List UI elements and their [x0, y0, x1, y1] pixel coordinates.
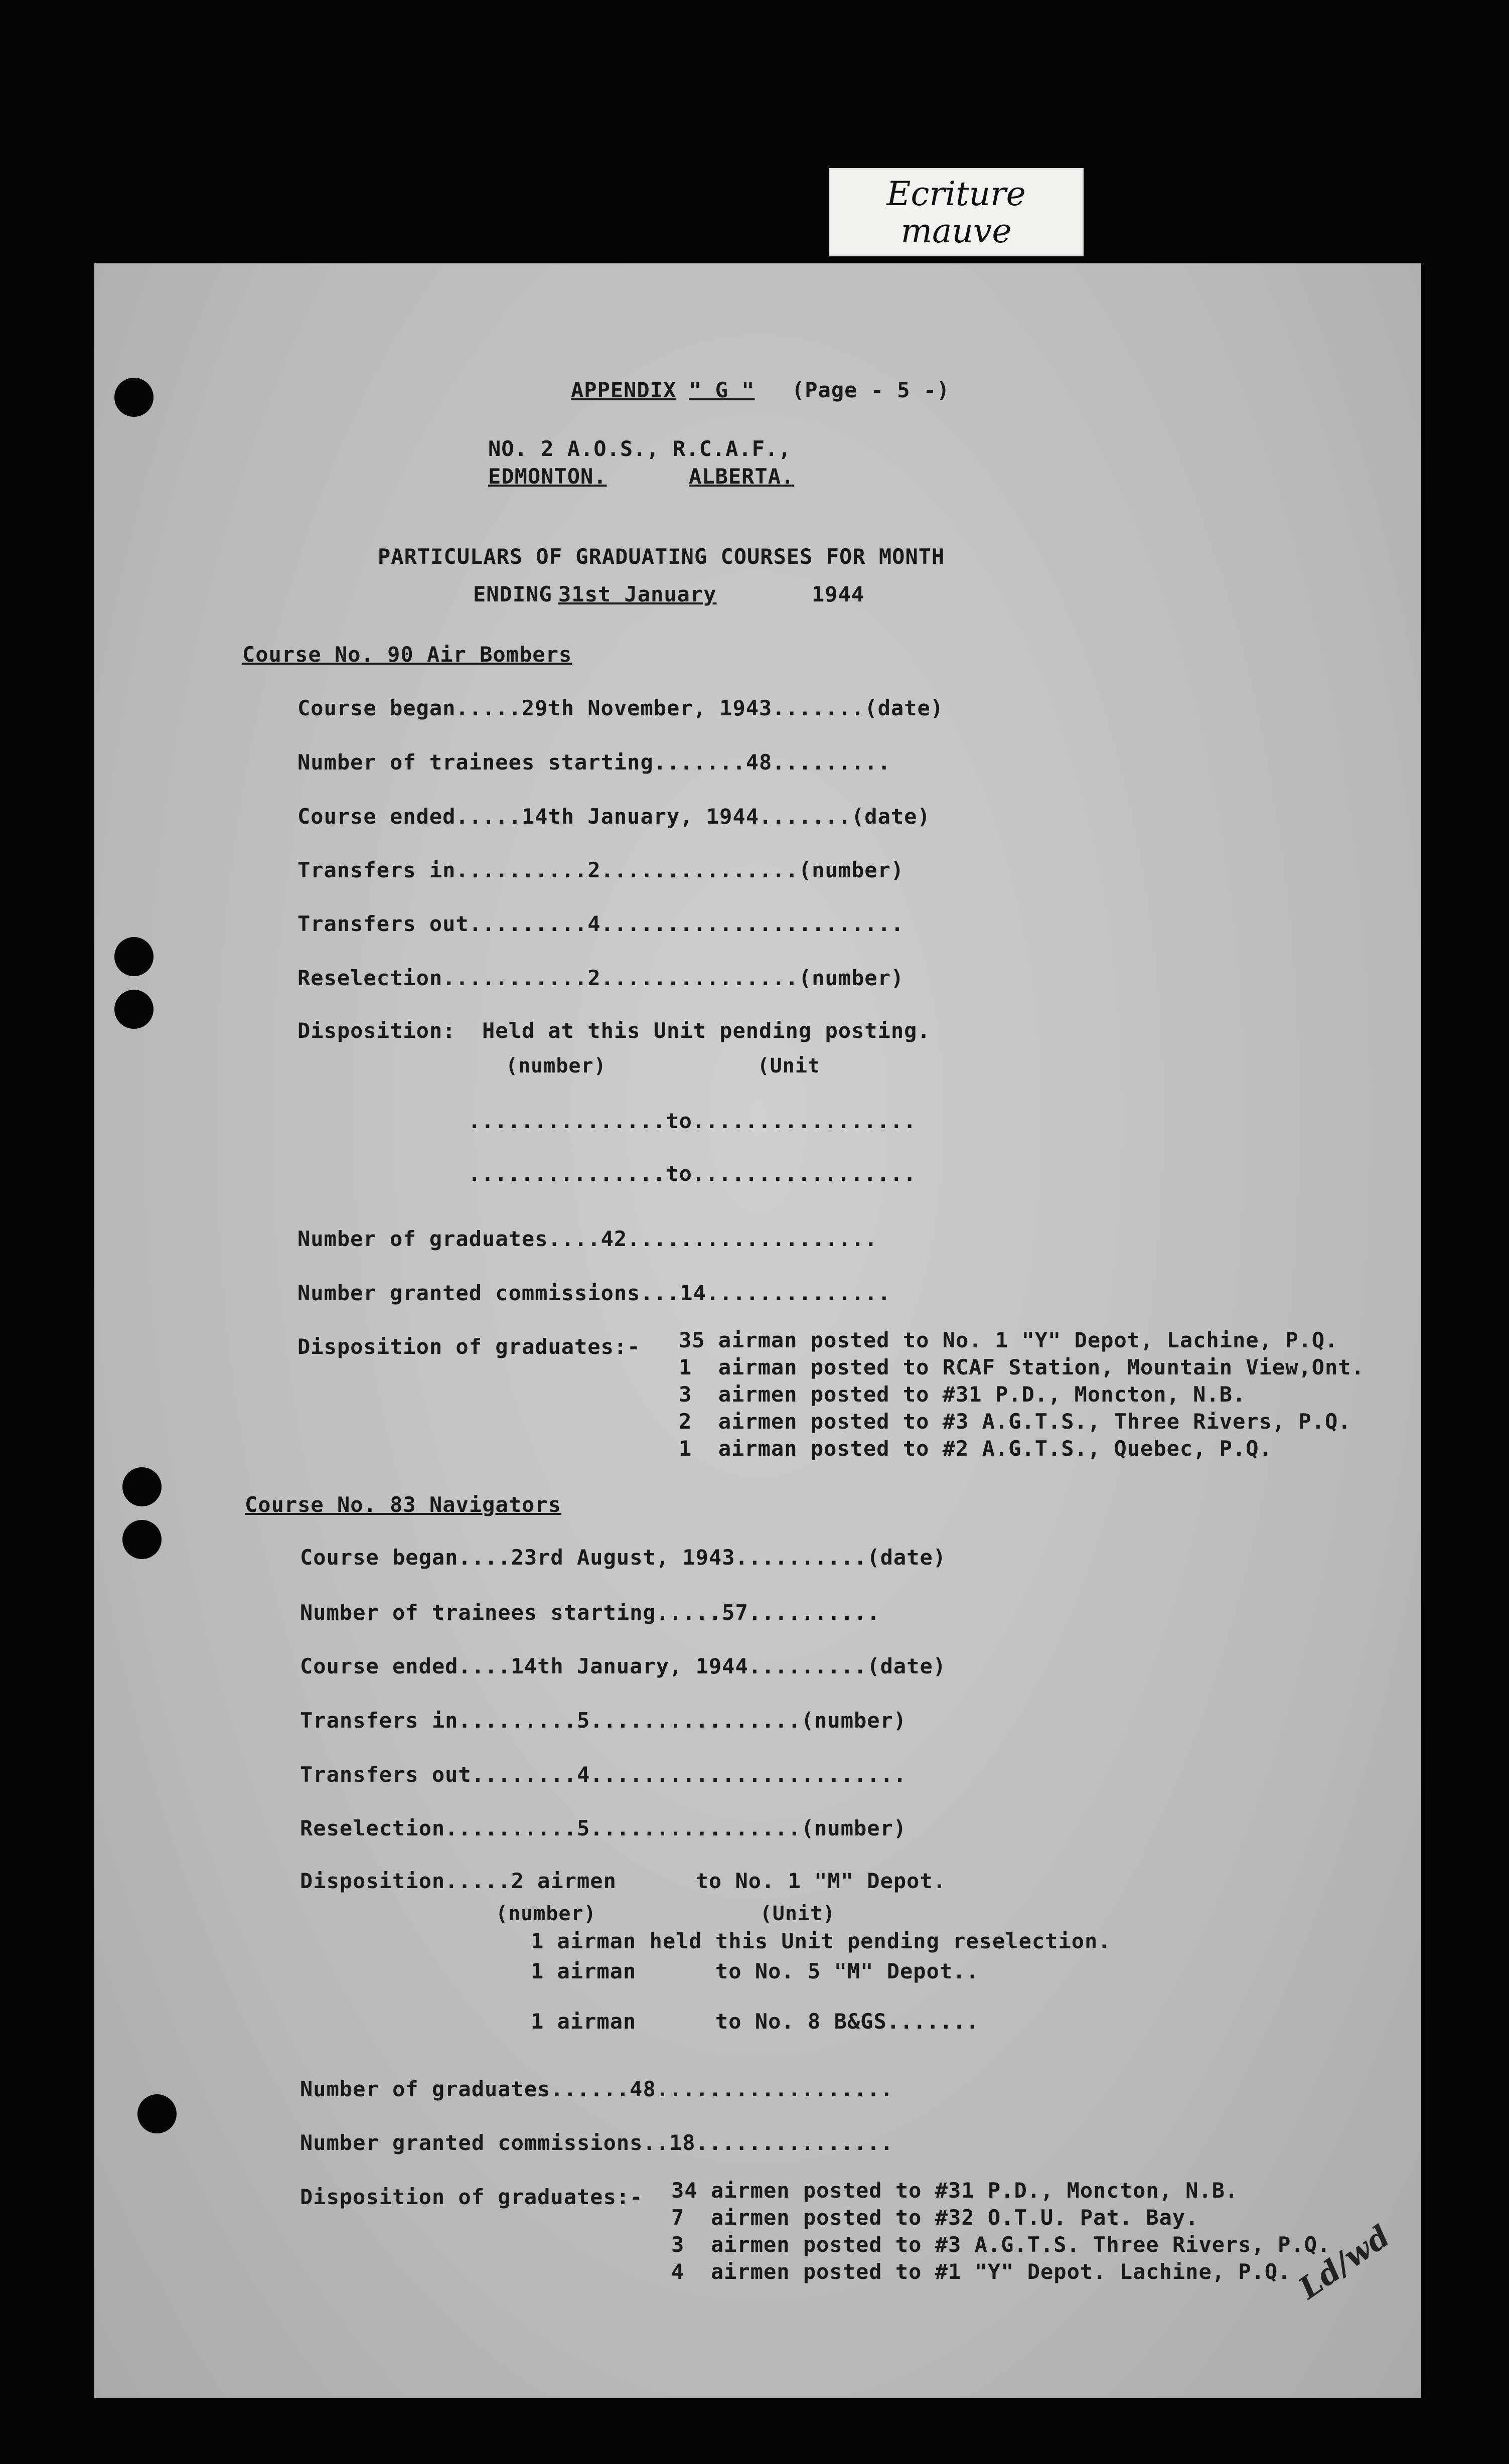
disposition-graduates-label: Disposition of graduates:- — [300, 2185, 643, 2209]
trainees-starting-line: Number of trainees starting.....57.......... — [300, 1600, 880, 1625]
graduates-line: Number of graduates......48.................. — [300, 2077, 893, 2101]
commissions-line: Number granted commissions...14.............. — [297, 1281, 891, 1305]
transfers-in-line: Transfers in.........5................(number) — [300, 1708, 907, 1733]
disposition-line: Disposition: Held at this Unit pending posting. — [297, 1018, 931, 1043]
handwritten-note-label — [829, 168, 1084, 256]
appendix-letter: " G " — [689, 378, 755, 402]
note-line-1: Ecriture — [886, 175, 1026, 213]
document-page — [94, 263, 1421, 2398]
disposition-column-labels: (number) (Unit) — [496, 1902, 836, 1925]
disposition-graduates-label: Disposition of graduates:- — [297, 1334, 641, 1359]
graduate-posting-line: 35 airman posted to No. 1 "Y" Depot, Lachine, P.Q. — [679, 1328, 1338, 1352]
disposition-to-line: 1 airman to No. 5 "M" Depot.. — [531, 1959, 979, 1983]
disposition-to-line: ...............to................. — [468, 1161, 917, 1186]
graduate-posting-line: 34 airmen posted to #31 P.D., Moncton, N.B. — [671, 2178, 1239, 2203]
disposition-to-line: ...............to................. — [468, 1109, 917, 1133]
punch-hole — [114, 990, 154, 1029]
document-title: PARTICULARS OF GRADUATING COURSES FOR MONTH — [378, 544, 945, 569]
ending-year: 1944 — [812, 582, 865, 606]
disposition-to-line: 1 airman to No. 8 B&GS....... — [531, 2009, 979, 2034]
commissions-line: Number granted commissions..18............... — [300, 2130, 893, 2155]
disposition-column-labels: (number) (Unit — [506, 1054, 821, 1077]
reselection-line: Reselection..........5................(number) — [300, 1816, 907, 1840]
graduate-posting-line: 7 airmen posted to #32 O.T.U. Pat. Bay. — [671, 2205, 1199, 2230]
unit-name: NO. 2 A.O.S., R.C.A.F., — [488, 436, 792, 461]
transfers-in-line: Transfers in..........2...............(number) — [297, 858, 904, 882]
punch-hole — [114, 378, 154, 417]
appendix-label: APPENDIX — [571, 378, 677, 402]
graduate-posting-line: 1 airman posted to RCAF Station, Mountain View,Ont. — [679, 1355, 1365, 1379]
course-heading: Course No. 90 Air Bombers — [242, 642, 572, 667]
course-began-line: Course began....23rd August, 1943..........(date) — [300, 1545, 947, 1570]
punch-hole — [114, 937, 154, 976]
graduates-line: Number of graduates....42................... — [297, 1226, 878, 1251]
province-name: ALBERTA. — [689, 464, 795, 489]
graduate-posting-line: 2 airmen posted to #3 A.G.T.S., Three Rivers, P.Q. — [679, 1409, 1351, 1434]
ending-date: 31st January — [558, 582, 717, 606]
punch-hole — [122, 1467, 162, 1506]
trainees-starting-line: Number of trainees starting.......48......... — [297, 750, 891, 775]
transfers-out-line: Transfers out........4........................ — [300, 1762, 907, 1787]
course-ended-line: Course ended....14th January, 1944.........(date) — [300, 1654, 947, 1678]
reselection-line: Reselection...........2...............(number) — [297, 966, 904, 990]
disposition-line: Disposition.....2 airmen to No. 1 "M" Depot. — [300, 1869, 947, 1893]
city-name: EDMONTON. — [488, 464, 607, 489]
held-pending-line: 1 airman held this Unit pending reselection. — [531, 1929, 1111, 1953]
course-heading: Course No. 83 Navigators — [245, 1492, 561, 1517]
ending-label: ENDING — [473, 582, 552, 606]
punch-hole — [122, 1520, 162, 1559]
transfers-out-line: Transfers out.........4....................... — [297, 911, 904, 936]
punch-hole — [137, 2094, 177, 2133]
course-ended-line: Course ended.....14th January, 1944.......(date) — [297, 804, 931, 829]
graduate-posting-line: 3 airmen posted to #31 P.D., Moncton, N.B. — [679, 1382, 1246, 1407]
handwritten-initials: Ld/wd — [1292, 2218, 1397, 2306]
graduate-posting-line: 4 airmen posted to #1 "Y" Depot. Lachine, P.Q. — [671, 2259, 1291, 2284]
graduate-posting-line: 3 airmen posted to #3 A.G.T.S. Three Rivers, P.Q. — [671, 2232, 1331, 2257]
page-reference: (Page - 5 -) — [792, 378, 950, 402]
note-line-2: mauve — [900, 212, 1012, 250]
graduate-posting-line: 1 airman posted to #2 A.G.T.S., Quebec, P.Q. — [679, 1436, 1272, 1461]
course-began-line: Course began.....29th November, 1943.......(date) — [297, 696, 944, 720]
